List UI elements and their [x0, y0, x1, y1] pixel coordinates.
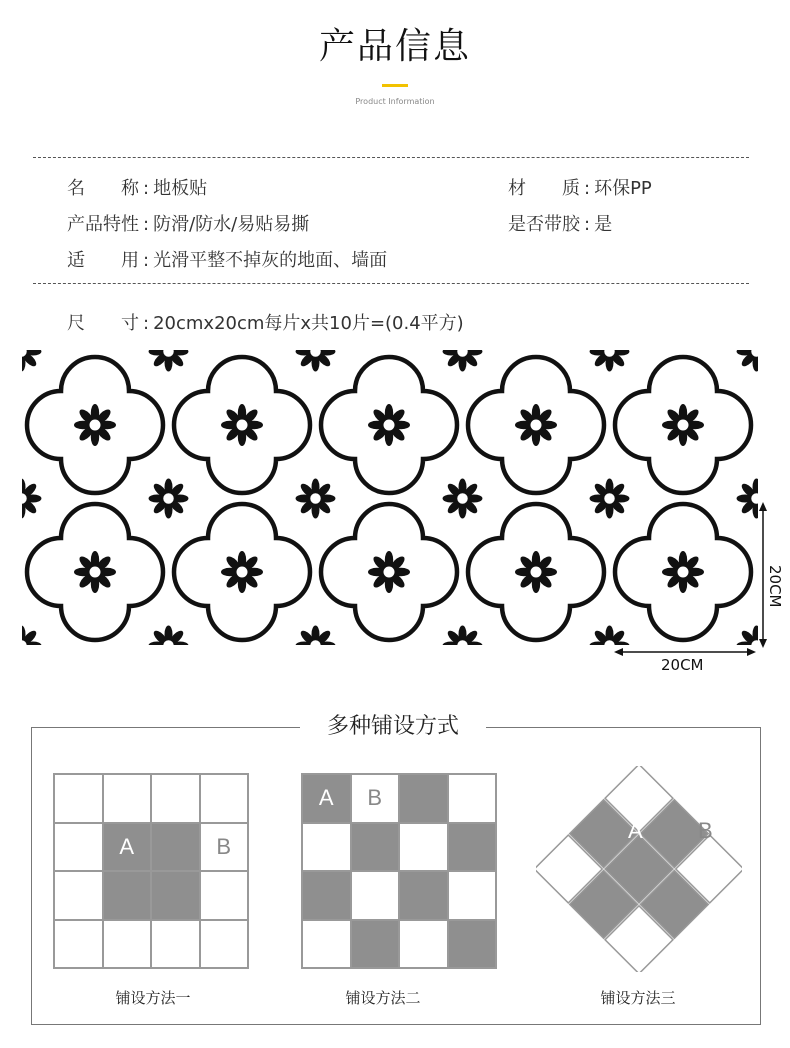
dimension-width-label: 20CM	[661, 656, 704, 674]
tile	[55, 921, 102, 968]
dimension-arrows	[600, 498, 790, 658]
tile	[400, 775, 447, 822]
spec-separator: :	[584, 214, 591, 235]
spec-name-label: 名 称	[67, 178, 139, 199]
tile	[152, 872, 199, 919]
tile	[400, 872, 447, 919]
tile	[104, 775, 151, 822]
method-one-label: 铺设方法一	[115, 989, 191, 1007]
tile	[352, 824, 399, 871]
tile-a-letter: A	[119, 833, 135, 859]
divider-bottom	[33, 283, 749, 284]
spec-size-label: 尺 寸	[67, 313, 139, 334]
spec-material-value: 环保PP	[594, 178, 652, 199]
spec-separator: :	[584, 178, 591, 199]
spec-separator: :	[143, 178, 150, 199]
tile	[449, 872, 496, 919]
tile	[55, 824, 102, 871]
tile	[104, 921, 151, 968]
tile	[352, 872, 399, 919]
tile-a-letter: A	[318, 785, 334, 811]
spec-usage-value: 光滑平整不掉灰的地面、墙面	[153, 250, 388, 271]
tile	[352, 921, 399, 968]
method-three-diagram	[536, 766, 742, 972]
tile	[201, 921, 248, 968]
spec-adhesive-label: 是否带胶	[508, 214, 580, 235]
spec-adhesive-value: 是	[594, 214, 613, 235]
spec-name	[67, 174, 207, 200]
page-title: 产品信息	[318, 26, 471, 67]
tile	[201, 775, 248, 822]
spec-features-value: 防滑/防水/易贴易撕	[153, 214, 310, 235]
small-flower-motif	[296, 479, 336, 519]
spec-separator: :	[143, 313, 150, 334]
page-subtitle: Product Information	[355, 97, 435, 106]
tile-a	[303, 775, 350, 822]
tile	[303, 824, 350, 871]
method-three-tile-b-letter: B	[698, 818, 713, 843]
spec-size-value: 20cmx20cm每片x共10片=(0.4平方)	[153, 313, 464, 334]
method-three-tile-a-letter: A	[628, 818, 643, 843]
spec-material	[508, 174, 652, 200]
tile	[201, 872, 248, 919]
tile	[55, 775, 102, 822]
spec-size	[67, 309, 464, 335]
tile	[55, 872, 102, 919]
tile	[303, 872, 350, 919]
tile	[152, 775, 199, 822]
method-one-grid	[53, 773, 249, 969]
method-two-grid	[301, 773, 497, 969]
tile	[104, 872, 151, 919]
method-two-label: 铺设方法二	[345, 989, 421, 1007]
small-flower-motif	[149, 479, 189, 519]
tile-b	[201, 824, 248, 871]
tile-a	[104, 824, 151, 871]
spec-usage-label: 适 用	[67, 250, 139, 271]
spec-usage	[67, 246, 387, 272]
tile	[303, 921, 350, 968]
spec-features	[67, 210, 309, 236]
tile	[400, 921, 447, 968]
method-three-label: 铺设方法三	[600, 989, 676, 1007]
tile	[400, 824, 447, 871]
title-accent-bar	[382, 84, 408, 87]
spec-features-label: 产品特性	[67, 214, 139, 235]
tile-b	[352, 775, 399, 822]
dimension-height-label: 20CM	[766, 565, 784, 608]
tile	[449, 775, 496, 822]
layout-methods-title: 多种铺设方式	[300, 709, 486, 740]
spec-separator: :	[143, 250, 150, 271]
tile	[449, 824, 496, 871]
small-flower-motif	[443, 479, 483, 519]
spec-separator: :	[143, 214, 150, 235]
tile	[449, 921, 496, 968]
spec-name-value: 地板贴	[153, 178, 208, 199]
tile	[152, 824, 199, 871]
spec-material-label: 材 质	[508, 178, 580, 199]
divider-top	[33, 157, 749, 158]
tile-b-letter: B	[367, 785, 383, 811]
tile	[152, 921, 199, 968]
spec-adhesive	[508, 210, 612, 236]
tile-b-letter: B	[216, 833, 232, 859]
